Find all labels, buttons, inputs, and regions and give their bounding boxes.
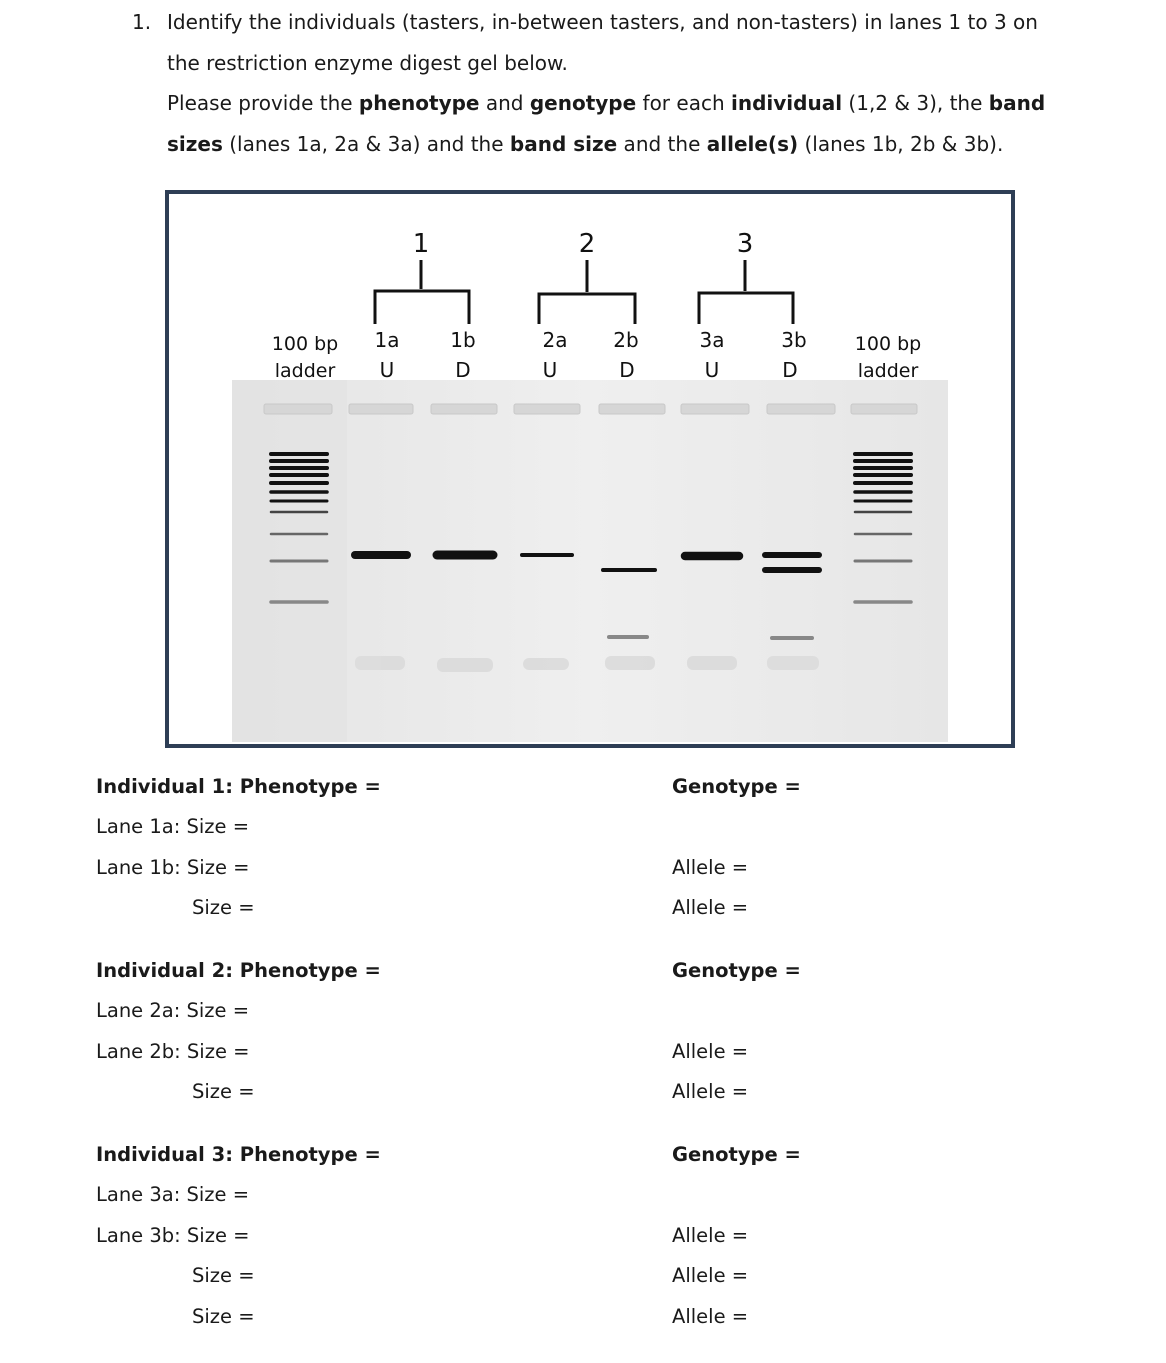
ladder-label-right-bottom: ladder xyxy=(857,360,919,382)
q3-seg: genotype xyxy=(529,91,637,115)
q3-seg: and xyxy=(479,91,530,115)
question-line-2: the restriction enzyme digest gel below. xyxy=(167,51,568,75)
individual-3-phenotype-label: Individual 3: Phenotype = xyxy=(96,1143,381,1166)
size-label: Size = xyxy=(192,896,255,919)
lane-1b-size-label: Lane 1b: Size = xyxy=(96,856,250,879)
ladder-label-right-top: 100 bp xyxy=(854,333,922,355)
size-label: Size = xyxy=(192,1080,255,1103)
lane-state: U xyxy=(542,358,558,382)
question-line-1: Identify the individuals (tasters, in-between tasters, and non-tasters) in lanes 1 to 3 on xyxy=(167,10,1038,34)
bracket-1 xyxy=(375,260,469,324)
lane-1a-size-label: Lane 1a: Size = xyxy=(96,815,250,838)
q3-seg: (1,2 & 3), the xyxy=(842,91,989,115)
individual-2-phenotype-label: Individual 2: Phenotype = xyxy=(96,959,381,982)
q3-seg: band xyxy=(988,91,1046,115)
allele-label: Allele = xyxy=(672,1305,749,1328)
lane-state: D xyxy=(782,358,798,382)
bracket-2 xyxy=(539,260,635,324)
q4-seg: band size xyxy=(509,132,618,156)
lane-2b-size-label: Lane 2b: Size = xyxy=(96,1040,250,1063)
allele-label: Allele = xyxy=(672,1080,749,1103)
individual-1-phenotype-label: Individual 1: Phenotype = xyxy=(96,775,381,798)
lane-3a-size-label: Lane 3a: Size = xyxy=(96,1183,250,1206)
q3-seg: individual xyxy=(730,91,843,115)
lane-state: D xyxy=(455,358,471,382)
allele-label: Allele = xyxy=(672,1040,749,1063)
allele-label: Allele = xyxy=(672,1224,749,1247)
lane-label: 2a xyxy=(542,328,568,352)
q3-seg: Please provide the xyxy=(167,91,359,115)
lane-2a-size-label: Lane 2a: Size = xyxy=(96,999,250,1022)
individual-1-genotype-label: Genotype = xyxy=(672,775,801,798)
gel-figure xyxy=(165,190,1015,748)
individual-number: 2 xyxy=(578,229,596,259)
gel-image xyxy=(169,194,1011,744)
lane-label: 1b xyxy=(450,328,476,352)
lane-3b-size-label: Lane 3b: Size = xyxy=(96,1224,250,1247)
question-line-3 xyxy=(167,91,1045,115)
q4-seg: (lanes 1b, 2b & 3b). xyxy=(798,132,1004,156)
lane-label: 3a xyxy=(699,328,725,352)
allele-label: Allele = xyxy=(672,856,749,879)
size-label: Size = xyxy=(192,1305,255,1328)
allele-label: Allele = xyxy=(672,896,749,919)
individual-2-genotype-label: Genotype = xyxy=(672,959,801,982)
ladder-label-left-top: 100 bp xyxy=(271,333,339,355)
question-number: 1. xyxy=(132,10,152,34)
individual-number: 1 xyxy=(412,229,430,259)
q4-seg: (lanes 1a, 2a & 3a) and the xyxy=(222,132,510,156)
size-label: Size = xyxy=(192,1264,255,1287)
allele-label: Allele = xyxy=(672,1264,749,1287)
q4-seg: sizes xyxy=(167,132,223,156)
q4-seg: allele(s) xyxy=(706,132,799,156)
lane-state: D xyxy=(619,358,635,382)
individual-number: 3 xyxy=(736,229,754,259)
lane-label: 3b xyxy=(781,328,807,352)
bracket-3 xyxy=(699,260,793,324)
individual-3-genotype-label: Genotype = xyxy=(672,1143,801,1166)
lane-label: 2b xyxy=(613,328,639,352)
lane-state: U xyxy=(379,358,395,382)
q3-seg: phenotype xyxy=(358,91,480,115)
ladder-label-left-bottom: ladder xyxy=(274,360,336,382)
question-line-4 xyxy=(167,132,1003,156)
q3-seg: for each xyxy=(636,91,731,115)
lane-label: 1a xyxy=(374,328,400,352)
lane-state: U xyxy=(704,358,720,382)
q4-seg: and the xyxy=(617,132,707,156)
